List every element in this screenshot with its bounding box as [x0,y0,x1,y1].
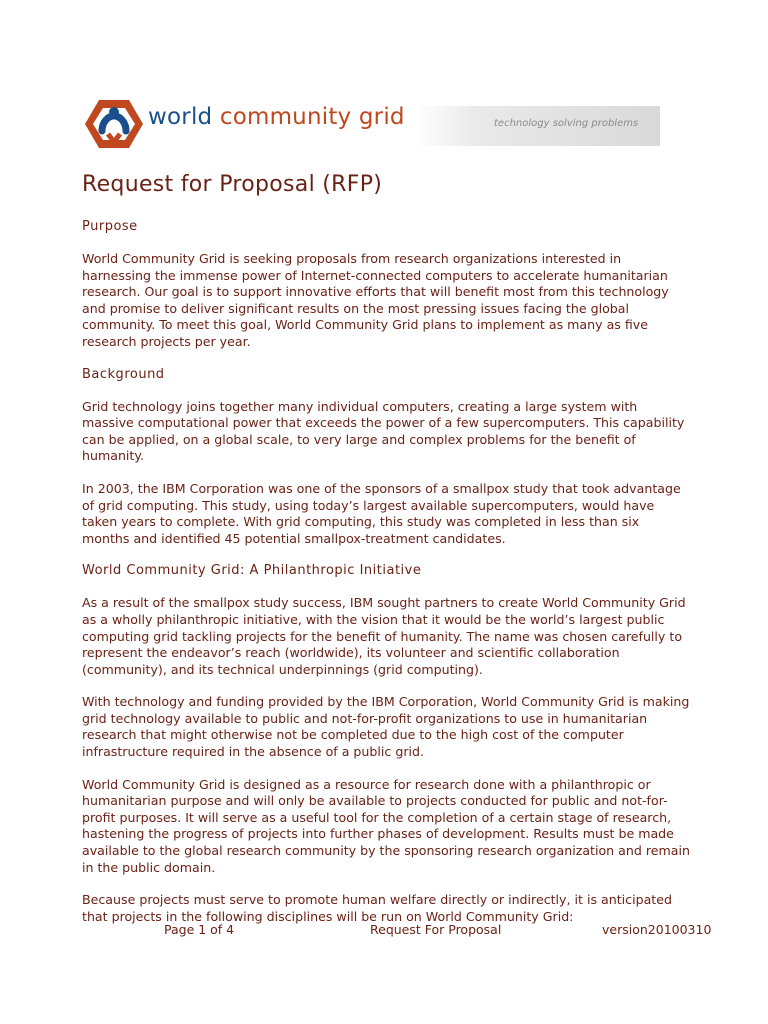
paragraph: As a result of the smallpox study success, IBM sought partners to create World Community Grid as a wholly philanthropic initiative, with the vision that it would be the world’s largest public computing grid tackling projects for the benefit of humanity. The name was chosen carefully to represent the endeavor’s reach (worldwide), its volunteer and scientific collaboration (community), and its technical underpinnings (grid computing). [82,595,686,677]
section-heading-philanthropic-initiative: World Community Grid: A Philanthropic Initiative [82,563,422,579]
footer-page-number: Page 1 of 4 [164,922,235,937]
paragraph: Because projects must serve to promote human welfare directly or indirectly, it is anticipated that projects in the following disciplines will be run on World Community Grid: [82,892,672,924]
page-footer [0,922,768,938]
paragraph: In 2003, the IBM Corporation was one of the sponsors of a smallpox study that took advantage of grid computing. This study, using today’s largest available supercomputers, would have taken years to complete. With grid computing, this study was completed in less than six months and identified 45 potential smallpox-treatment candidates. [82,480,681,546]
paragraph: Grid technology joins together many individual computers, creating a large system with massive computational power that exceeds the power of a few supercomputers. This capability can be applied, on a global scale, to very large and complex problems for the benefit of humanity. [82,398,685,464]
section-heading-purpose: Purpose [82,219,138,234]
paragraph: World Community Grid is seeking proposals from research organizations interested in harnessing the immense power of Internet-connected computers to accelerate humanitarian research. Our goal is to support innovative efforts that will benefit most from this technology and promise to deliver significant results on the most pressing issues facing the global community. To meet this goal, World Community Grid plans to implement as many as five research projects per year. [82,251,669,349]
logo-wordmark [148,104,405,130]
paragraph: With technology and funding provided by the IBM Corporation, World Community Grid is making grid technology available to public and not-for-profit organizations to use in humanitarian research that might otherwise not be completed due to the high cost of the computer infrastructure required in the absence of a public grid. [82,694,690,760]
document-header [84,98,660,150]
document-body [82,172,690,925]
footer-document-name: Request For Proposal [370,922,502,937]
world-community-grid-logo-icon [84,98,144,150]
document-title: Request for Proposal (RFP) [82,172,383,197]
section-heading-background: Background [82,366,165,382]
paragraph: World Community Grid is designed as a resource for research done with a philanthropic or humanitarian purpose and will only be available to projects conducted for public and not-for-profit purposes. It will serve as a useful tool for the completion of a certain stage of research, hastening the progress of projects into further phases of development. Results must be made available to the global research community by the sponsoring research organization and remain in the public domain. [82,776,690,875]
tagline: technology solving problems [494,118,639,129]
logo-word-community-grid: community grid [219,104,405,130]
footer-version: version20100310 [602,922,712,937]
logo-word-world: world [148,104,213,130]
